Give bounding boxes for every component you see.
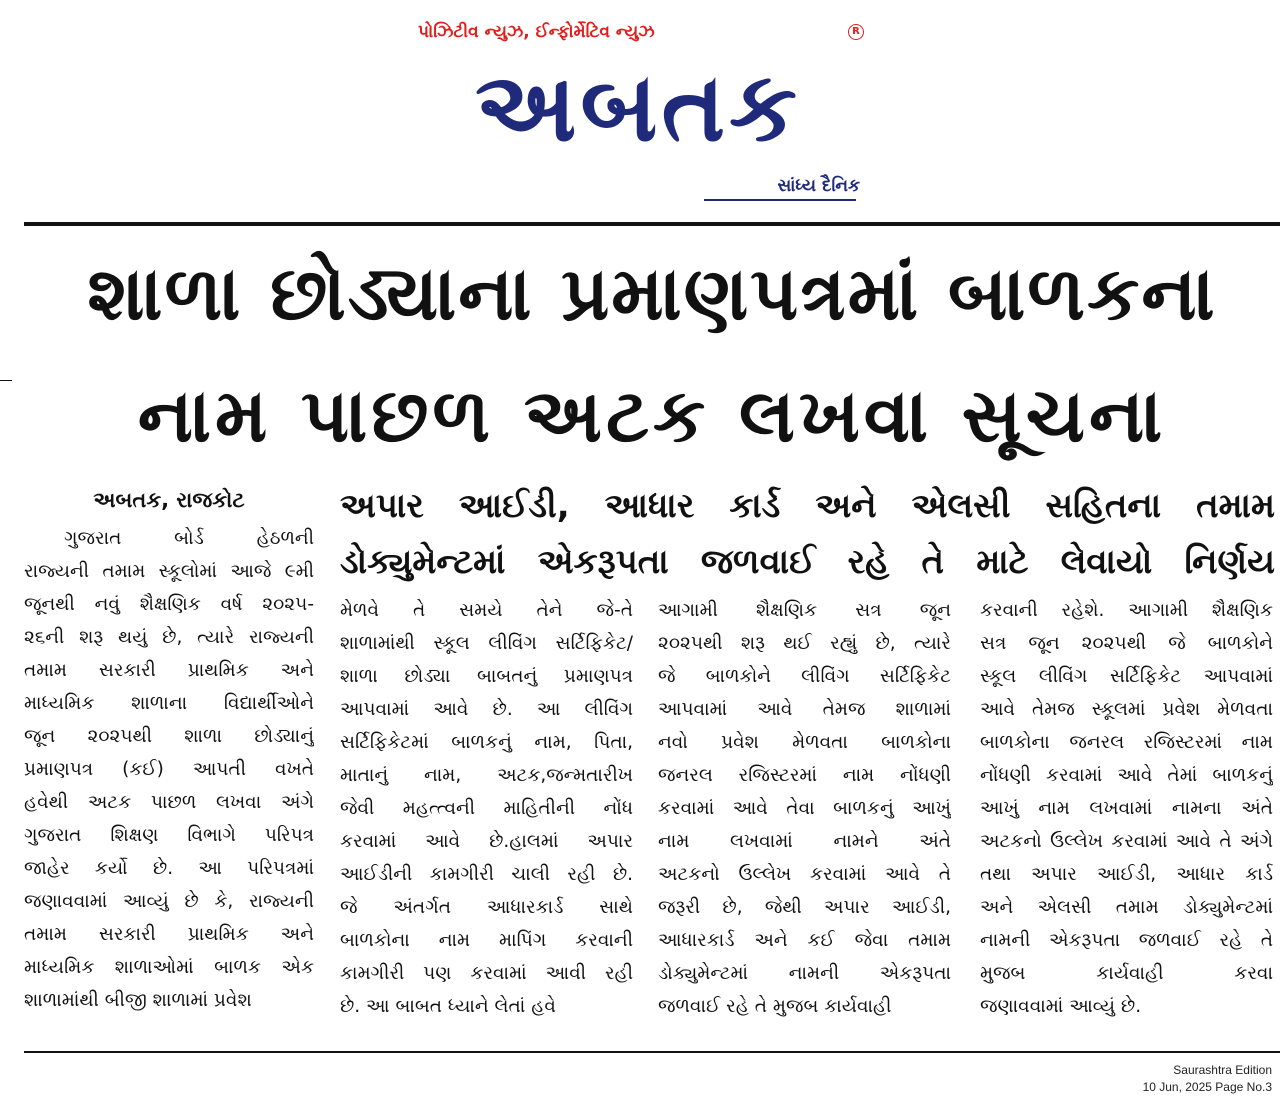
article-line: તમામ સરકારી પ્રાથમિક અને — [24, 924, 314, 945]
article-line: આધારકાર્ડ અને કઈ જેવા તમામ — [658, 930, 951, 951]
article-line: મુજબ કાર્યવાહી કરવા — [980, 963, 1273, 984]
article-column-4 — [980, 594, 1273, 1023]
article-line: જરૂરી છે, જેથી અપાર આઈડી, — [658, 897, 951, 918]
article-line: જેવી મહત્ત્વની માહિતીની નોંધ — [340, 798, 633, 819]
article-line: જૂનથી નવું શૈક્ષણિક વર્ષ ૨૦૨૫- — [24, 594, 314, 615]
article-line: સ્કૂલ લીવિંગ સર્ટિફિકેટ આપવામાં — [980, 666, 1273, 687]
bottom-divider — [24, 1051, 1280, 1053]
article-line: માતાનું નામ, અટક,જન્મતારીખ — [340, 765, 633, 786]
top-divider — [24, 222, 1280, 226]
article-line: આપવામાં આવે તેમજ શાળામાં — [658, 699, 951, 720]
article-line: બાળકોના જનરલ રજિસ્ટરમાં નામ — [980, 732, 1273, 753]
registered-mark-icon: R — [848, 24, 864, 40]
article-column-3 — [658, 594, 951, 1023]
article-line: શાળામાંથી બીજી શાળામાં પ્રવેશ — [24, 990, 252, 1011]
article-line: કરવાની રહેશે. આગામી શૈક્ષણિક — [980, 600, 1273, 621]
article-line: નવો પ્રવેશ મેળવતા બાળકોના — [658, 732, 951, 753]
article-line: માધ્યમિક શાળાઓમાં બાળક એક — [24, 957, 314, 978]
edition-name: Saurashtra Edition — [1173, 1063, 1272, 1077]
article-line: આખું નામ લખવામાં નામના અંતે — [980, 798, 1273, 819]
article-line: તમામ સરકારી પ્રાથમિક અને — [24, 660, 314, 681]
article-line: ૨૦૨૫થી શરૂ થઈ રહ્યું છે, ત્યારે — [658, 633, 951, 654]
article-line: માધ્યમિક શાળાના વિદ્યાર્થીઓને — [24, 693, 314, 714]
article-line: હવેથી અટક પાછળ લખવા અંગે — [24, 792, 314, 813]
article-column-1 — [24, 522, 314, 1017]
article-line: જે અંતર્ગત આધારકાર્ડ સાથે — [340, 897, 633, 918]
article-line: જે બાળકોને લીવિંગ સર્ટિફિકેટ — [658, 666, 951, 687]
article-line: રાજ્યની તમામ સ્કૂલોમાં આજે ૯મી — [24, 561, 314, 582]
article-line: જનરલ રજિસ્ટરમાં નામ નોંધણી — [658, 765, 951, 786]
masthead-tagline: પોઝિટીવ ન્યુઝ, ઈન્ફોર્મેટિવ ન્યુઝ — [418, 22, 655, 42]
article-line: જણાવવામાં આવ્યું છે કે, રાજ્યની — [24, 891, 314, 912]
article-line: જણાવવામાં આવ્યું છે. — [980, 996, 1142, 1017]
article-line: પ્રમાણપત્ર (કઈ) આપતી વખતે — [24, 759, 314, 780]
article-line: સર્ટિફિકેટમાં બાળકનું નામ, પિતા, — [340, 732, 633, 753]
article-line: આપવામાં આવે છે. આ લીવિંગ — [340, 699, 633, 720]
article-line: અટકનો ઉલ્લેખ કરવામાં આવે તે અંગે — [980, 831, 1273, 852]
article-column-2 — [340, 594, 633, 1023]
article-line: આવે તેમજ સ્કૂલમાં પ્રવેશ મેળવતા — [980, 699, 1273, 720]
article-line: કરવામાં આવે છે.હાલમાં અપાર — [340, 831, 633, 852]
article-line: આગામી શૈક્ષણિક સત્ર જૂન — [658, 600, 951, 621]
subtitle-underline — [704, 199, 856, 201]
article-line: ડોક્યુમેન્ટમાં નામની એકરૂપતા — [658, 963, 951, 984]
newspaper-logo: અબતક — [475, 51, 801, 163]
article-line: કામગીરી પણ કરવામાં આવી રહી — [340, 963, 633, 984]
article-line: ગુજરાત શિક્ષણ વિભાગે પરિપત્ર — [24, 825, 314, 846]
subheadline-line-2: ડોક્યુમેન્ટમાં એકરૂપતા જળવાઈ રહે તે માટે લેવાયો નિર્ણય — [340, 542, 1275, 582]
article-line: નામની એકરૂપતા જળવાઈ રહે તે — [980, 930, 1273, 951]
article-line: ગુજરાત બોર્ડ હેઠળની — [64, 528, 314, 549]
article-line: નોંધણી કરવામાં આવે તેમાં બાળકનું — [980, 765, 1273, 786]
headline-line-2: નામ પાછળ અટક લખવા સૂચના — [137, 373, 1167, 459]
margin-mark — [0, 380, 12, 381]
article-line: છે. આ બાબત ધ્યાને લેતાં હવે — [340, 996, 556, 1017]
article-line: જાહેર કર્યો છે. આ પરિપત્રમાં — [24, 858, 314, 879]
article-line: અટકનો ઉલ્લેખ કરવામાં આવે તે — [658, 864, 951, 885]
article-line: નામ લખવામાં નામને અંતે — [658, 831, 951, 852]
article-line: તથા અપાર આઈડી, આધાર કાર્ડ — [980, 864, 1273, 885]
article-line: કરવામાં આવે તેવા બાળકનું આખું — [658, 798, 951, 819]
headline-line-1: શાળા છોડ્યાના પ્રમાણપત્રમાં બાળકના — [87, 251, 1217, 337]
article-line: જૂન ૨૦૨૫થી શાળા છોડ્યાનું — [24, 726, 314, 747]
article-line: ૨૬ની શરૂ થયું છે, ત્યારે રાજ્યની — [24, 627, 314, 648]
edition-info — [1143, 1062, 1272, 1096]
article-line: જળવાઈ રહે તે મુજબ કાર્યવાહી — [658, 996, 892, 1017]
article-line: અને એલસી તમામ ડોક્યુમેન્ટમાં — [980, 897, 1273, 918]
article-line: સત્ર જૂન ૨૦૨૫થી જે બાળકોને — [980, 633, 1273, 654]
article-line: શાળામાંથી સ્કૂલ લીવિંગ સર્ટિફિકેટ/ — [340, 633, 633, 654]
dateline: અબતક, રાજકોટ — [93, 488, 245, 512]
subheadline-line-1: અપાર આઈડી, આધાર કાર્ડ અને એલસી સહિતના તમામ — [340, 486, 1275, 526]
article-line: શાળા છોડ્યા બાબતનું પ્રમાણપત્ર — [340, 666, 633, 687]
edition-date-page: 10 Jun, 2025 Page No.3 — [1142, 1080, 1272, 1094]
article-line: આઈડીની કામગીરી ચાલી રહી છે. — [340, 864, 633, 885]
article-line: મેળવે તે સમયે તેને જે-તે — [340, 600, 633, 621]
article-line: બાળકોના નામ માપિંગ કરવાની — [340, 930, 633, 951]
masthead-subtitle: સાંધ્ય દૈનિક — [777, 176, 860, 196]
